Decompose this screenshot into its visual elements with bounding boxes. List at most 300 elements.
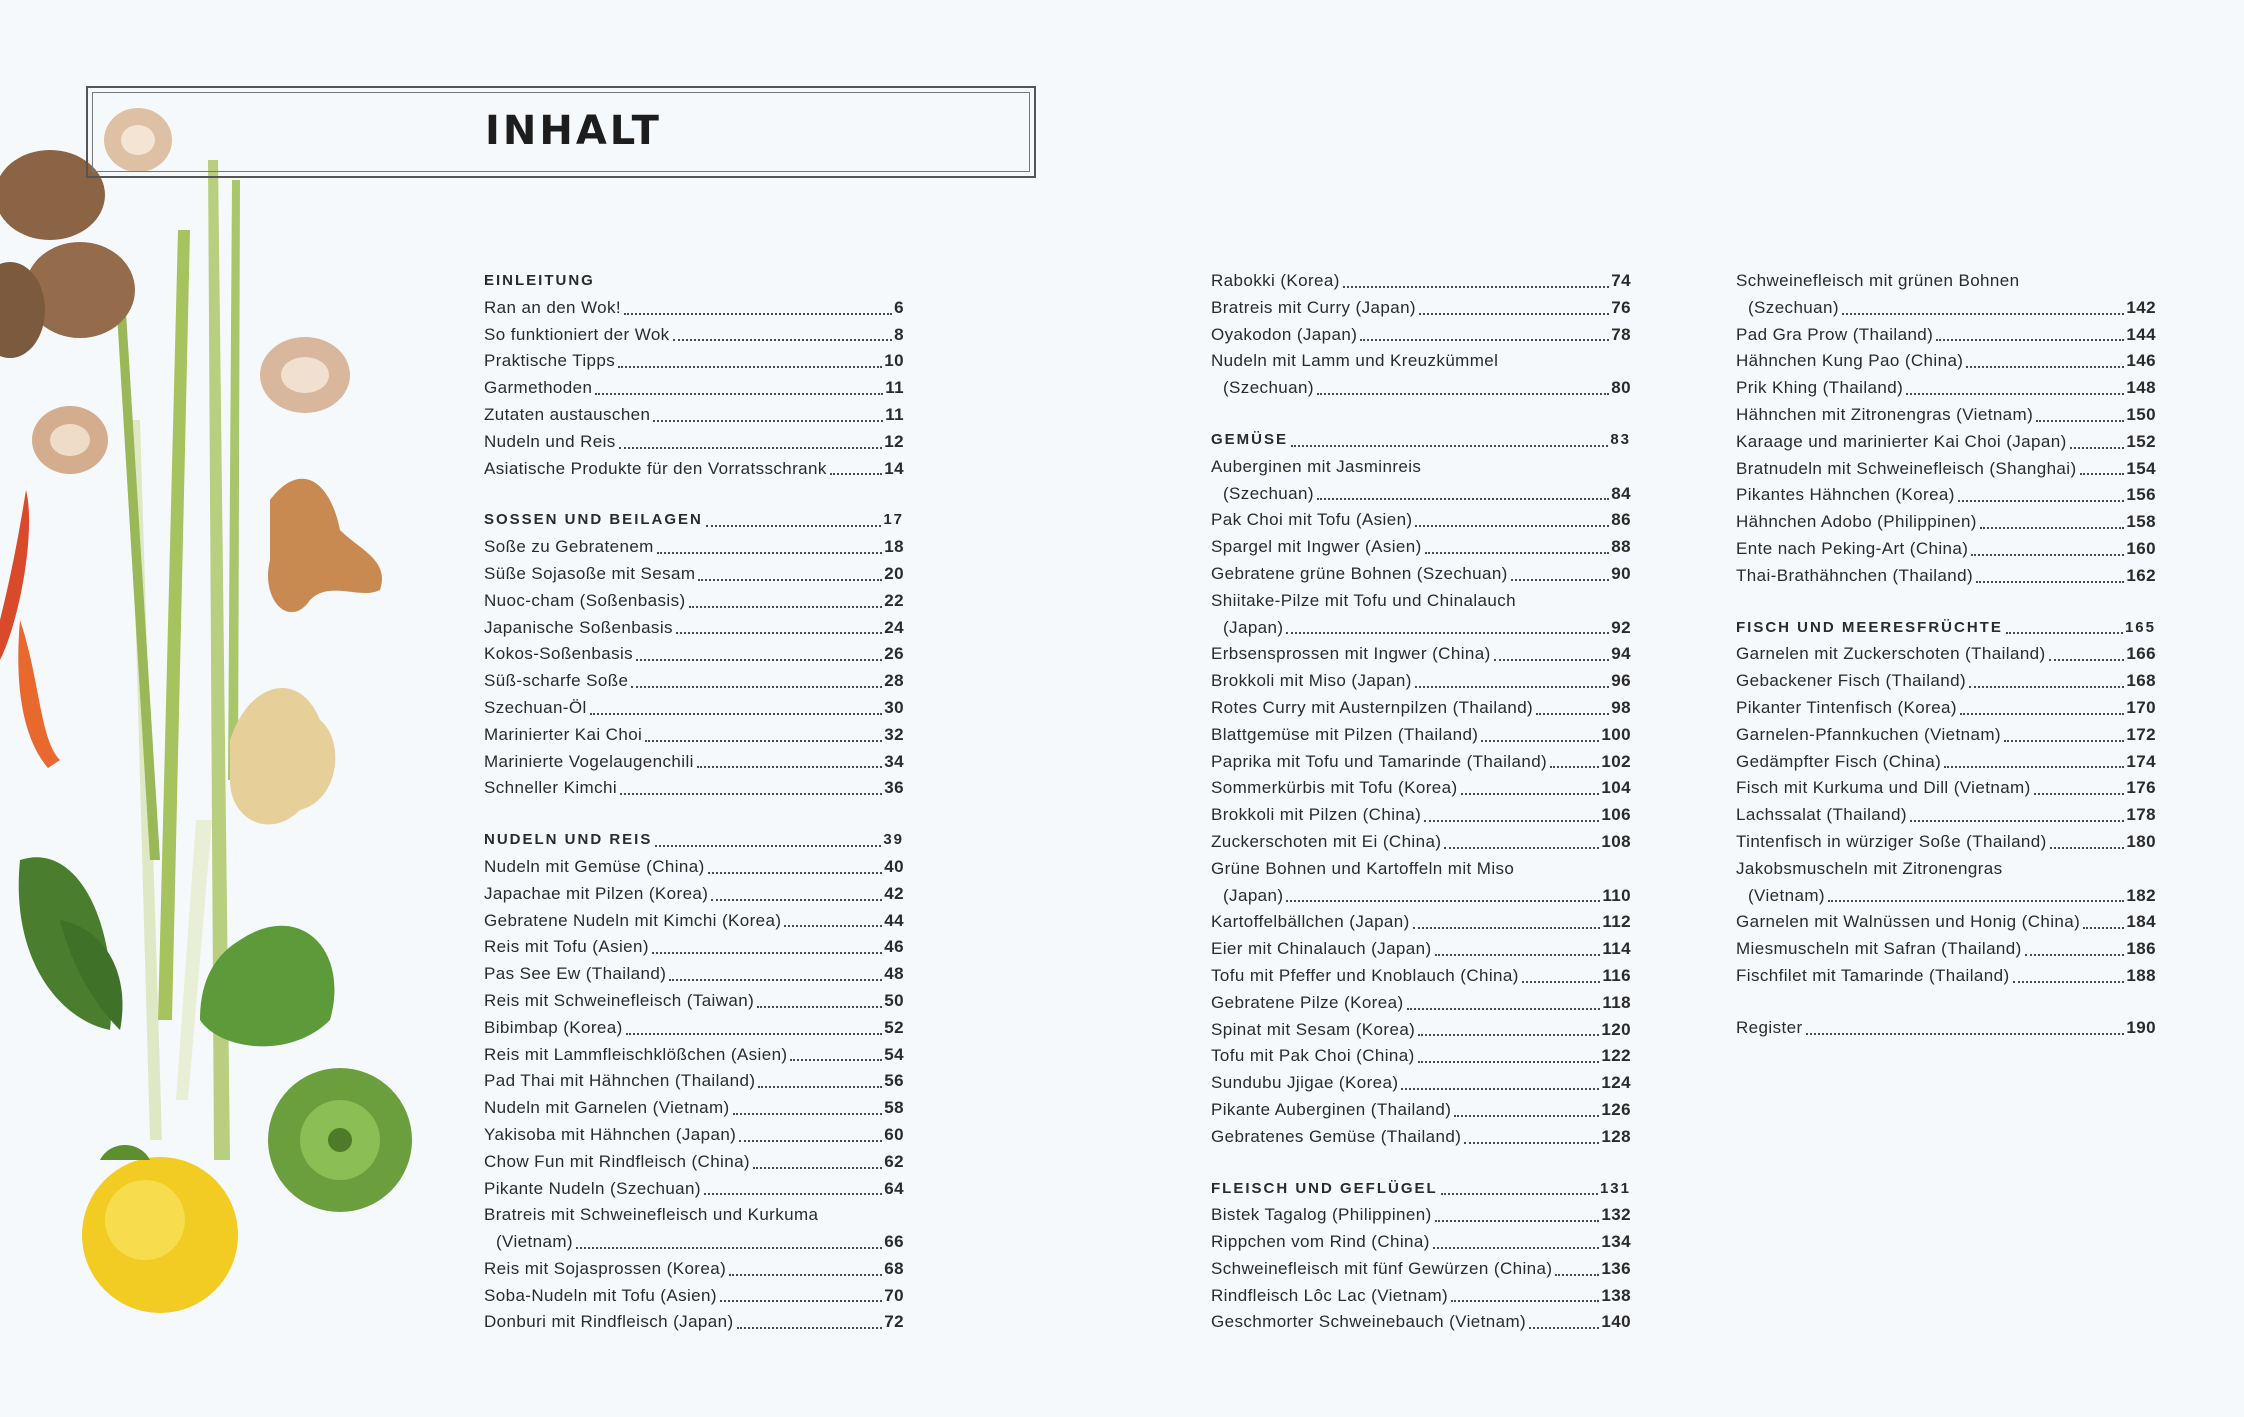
toc-section bbox=[1211, 268, 1631, 402]
toc-entry-line bbox=[1736, 668, 2156, 695]
toc-entry-line bbox=[1736, 509, 2156, 536]
toc-section bbox=[1211, 427, 1631, 1151]
toc-entry[interactable] bbox=[1736, 668, 2156, 695]
toc-entry-line bbox=[484, 322, 904, 349]
dot-leader bbox=[626, 1033, 883, 1035]
toc-entry[interactable] bbox=[1211, 1124, 1631, 1151]
toc-entry[interactable] bbox=[1736, 829, 2156, 856]
toc-entry[interactable] bbox=[1211, 1256, 1631, 1283]
toc-entry-line bbox=[484, 1042, 904, 1069]
toc-entry-page: 68 bbox=[884, 1258, 904, 1278]
toc-entry-line bbox=[484, 1068, 904, 1095]
toc-entry-line bbox=[1211, 295, 1631, 322]
toc-entry-title-cont: (Japan) bbox=[1223, 885, 1284, 905]
toc-entry-title: Rindfleisch Lôc Lac (Vietnam) bbox=[1211, 1285, 1449, 1305]
toc-entry[interactable] bbox=[1211, 909, 1631, 936]
toc-entry-line bbox=[484, 348, 904, 375]
toc-entry-page: 148 bbox=[2126, 378, 2156, 398]
toc-entry[interactable] bbox=[484, 348, 904, 375]
toc-entry-page: 108 bbox=[1601, 831, 1631, 851]
toc-entry[interactable] bbox=[484, 402, 904, 429]
dot-leader bbox=[1555, 1274, 1599, 1276]
toc-entry[interactable] bbox=[484, 615, 904, 642]
toc-entry[interactable] bbox=[1211, 295, 1631, 322]
toc-entry-title: Ran an den Wok! bbox=[484, 297, 622, 317]
toc-entry[interactable] bbox=[1211, 507, 1631, 534]
toc-entry[interactable] bbox=[484, 456, 904, 483]
toc-entry-line bbox=[1736, 963, 2156, 990]
toc-entry-title: Marinierte Vogelaugenchili bbox=[484, 751, 694, 771]
toc-entry[interactable] bbox=[1211, 561, 1631, 588]
toc-entry-line bbox=[1211, 481, 1631, 508]
page-title: INHALT bbox=[485, 108, 662, 154]
dot-leader bbox=[618, 366, 882, 368]
toc-entry-page: 12 bbox=[884, 431, 904, 451]
toc-entry-page: 10 bbox=[884, 351, 904, 371]
toc-entry-line bbox=[1211, 856, 1631, 883]
dot-leader bbox=[636, 659, 882, 661]
toc-entry[interactable] bbox=[1211, 454, 1631, 508]
toc-entry-line bbox=[1736, 722, 2156, 749]
toc-entry[interactable] bbox=[484, 322, 904, 349]
toc-entry-page: 26 bbox=[884, 644, 904, 664]
toc-entry[interactable] bbox=[1211, 775, 1631, 802]
toc-entry-title: Pas See Ew (Thailand) bbox=[484, 964, 667, 984]
toc-entry[interactable] bbox=[484, 934, 904, 961]
toc-entry-title: Yakisoba mit Hähnchen (Japan) bbox=[484, 1124, 737, 1144]
dot-leader bbox=[2025, 954, 2125, 956]
toc-entry-page: 178 bbox=[2126, 805, 2156, 825]
toc-entry[interactable] bbox=[1736, 856, 2156, 910]
toc-entry-line bbox=[484, 908, 904, 935]
toc-entry-title: Garnelen-Pfannkuchen (Vietnam) bbox=[1736, 724, 2001, 744]
toc-entry-title: Bratreis mit Schweinefleisch und Kurkuma bbox=[484, 1205, 819, 1225]
section-heading bbox=[484, 507, 904, 534]
toc-entry[interactable] bbox=[484, 429, 904, 456]
toc-entry[interactable] bbox=[484, 881, 904, 908]
toc-entry-page: 166 bbox=[2126, 644, 2156, 664]
dot-leader bbox=[1407, 1008, 1601, 1010]
toc-entry-title: Rabokki (Korea) bbox=[1211, 271, 1340, 290]
toc-entry[interactable] bbox=[1736, 268, 2156, 322]
dot-leader bbox=[1343, 286, 1609, 288]
toc-entry-title: Brokkoli mit Miso (Japan) bbox=[1211, 671, 1412, 691]
toc-entry-page: 28 bbox=[884, 671, 904, 691]
toc-entry-title: Pad Thai mit Hähnchen (Thailand) bbox=[484, 1071, 756, 1091]
toc-entry[interactable] bbox=[484, 295, 904, 322]
toc-entry[interactable] bbox=[1211, 1283, 1631, 1310]
dot-leader bbox=[706, 525, 881, 527]
toc-entry-line bbox=[484, 668, 904, 695]
toc-entry[interactable] bbox=[1211, 1202, 1631, 1229]
dot-leader bbox=[652, 952, 882, 954]
toc-entry-page: 74 bbox=[1611, 271, 1631, 290]
toc-entry[interactable] bbox=[484, 588, 904, 615]
toc-entry[interactable] bbox=[484, 641, 904, 668]
toc-entry[interactable] bbox=[1736, 509, 2156, 536]
dot-leader bbox=[657, 552, 883, 554]
toc-entry[interactable] bbox=[1736, 749, 2156, 776]
toc-entry-line bbox=[484, 1122, 904, 1149]
toc-entry-title: Süße Sojasoße mit Sesam bbox=[484, 563, 696, 583]
toc-entry-title: Rippchen vom Rind (China) bbox=[1211, 1232, 1430, 1252]
toc-entry-line bbox=[1211, 722, 1631, 749]
toc-entry[interactable] bbox=[1211, 641, 1631, 668]
toc-entry-title: Grüne Bohnen und Kartoffeln mit Miso bbox=[1211, 858, 1515, 878]
toc-entry-title-cont: (Szechuan) bbox=[1223, 378, 1314, 398]
toc-entry-line bbox=[1736, 909, 2156, 936]
toc-entry-page: 126 bbox=[1601, 1099, 1631, 1119]
toc-entry-title: Nudeln mit Garnelen (Vietnam) bbox=[484, 1098, 730, 1118]
toc-entry-page: 122 bbox=[1601, 1046, 1631, 1066]
toc-entry-line bbox=[484, 375, 904, 402]
dot-leader bbox=[1828, 900, 2124, 902]
dot-leader bbox=[790, 1059, 882, 1061]
toc-entry-line bbox=[1736, 402, 2156, 429]
toc-entry-line bbox=[1736, 563, 2156, 590]
toc-entry[interactable] bbox=[484, 1176, 904, 1203]
toc-entry-page: 104 bbox=[1601, 778, 1631, 798]
toc-entry-line bbox=[484, 1202, 904, 1229]
toc-entry[interactable] bbox=[484, 775, 904, 802]
toc-entry-line bbox=[1736, 536, 2156, 563]
toc-entry[interactable] bbox=[484, 1068, 904, 1095]
toc-entry-title-cont: (Vietnam) bbox=[1748, 885, 1825, 905]
toc-entry-page: 96 bbox=[1611, 671, 1631, 691]
toc-entry-line bbox=[484, 534, 904, 561]
toc-entry-title: Pikante Nudeln (Szechuan) bbox=[484, 1178, 701, 1198]
toc-entry[interactable] bbox=[1736, 695, 2156, 722]
dot-leader bbox=[1317, 393, 1609, 395]
toc-entry-line bbox=[1211, 802, 1631, 829]
toc-entry[interactable] bbox=[1211, 322, 1631, 349]
toc-entry-page: 158 bbox=[2126, 512, 2156, 532]
toc-entry-page: 62 bbox=[884, 1151, 904, 1171]
toc-entry-title: Rotes Curry mit Austernpilzen (Thailand) bbox=[1211, 697, 1534, 717]
dot-leader bbox=[753, 1167, 882, 1169]
toc-entry-page: 106 bbox=[1601, 805, 1631, 825]
toc-entry-line bbox=[484, 295, 904, 322]
toc-entry[interactable] bbox=[1736, 348, 2156, 375]
toc-entry-title: Hähnchen mit Zitronengras (Vietnam) bbox=[1736, 404, 2034, 424]
toc-section bbox=[1736, 615, 2156, 990]
toc-entry-page: 88 bbox=[1611, 537, 1631, 557]
toc-entry[interactable] bbox=[484, 695, 904, 722]
toc-entry-line bbox=[1211, 561, 1631, 588]
toc-entry-line bbox=[484, 1229, 904, 1256]
toc-entry-title: Tintenfisch in würziger Soße (Thailand) bbox=[1736, 831, 2047, 851]
dot-leader bbox=[1494, 659, 1610, 661]
toc-entry-page: 174 bbox=[2126, 751, 2156, 771]
toc-entry-page: 24 bbox=[884, 617, 904, 637]
toc-entry-line bbox=[1211, 1309, 1631, 1336]
toc-entry-page: 110 bbox=[1602, 885, 1631, 905]
toc-entry[interactable] bbox=[1211, 348, 1631, 402]
toc-entry-line bbox=[1736, 268, 2156, 295]
dot-leader bbox=[711, 899, 882, 901]
toc-entry[interactable] bbox=[1736, 482, 2156, 509]
toc-entry-title: Soba-Nudeln mit Tofu (Asien) bbox=[484, 1285, 717, 1305]
toc-entry[interactable] bbox=[1736, 375, 2156, 402]
toc-entry-line bbox=[484, 881, 904, 908]
toc-entry-page: 182 bbox=[2126, 885, 2156, 905]
toc-entry-page: 118 bbox=[1602, 992, 1631, 1012]
toc-entry[interactable] bbox=[484, 961, 904, 988]
dot-leader bbox=[1511, 579, 1610, 581]
toc-entry-title: Gebackener Fisch (Thailand) bbox=[1736, 671, 1967, 691]
toc-entry-line bbox=[1211, 936, 1631, 963]
toc-section bbox=[484, 507, 904, 802]
section-heading bbox=[484, 268, 904, 295]
toc-entry-line bbox=[1211, 1283, 1631, 1310]
dot-leader bbox=[1413, 927, 1601, 929]
toc-entry-page: 86 bbox=[1611, 510, 1631, 530]
dot-leader bbox=[1906, 393, 2124, 395]
toc-entry-page: 154 bbox=[2126, 458, 2156, 478]
toc-entry[interactable] bbox=[1736, 963, 2156, 990]
toc-entry-page: 184 bbox=[2126, 912, 2156, 932]
dot-leader bbox=[1424, 820, 1599, 822]
toc-entry[interactable] bbox=[484, 1256, 904, 1283]
toc-entry[interactable] bbox=[1736, 641, 2156, 668]
toc-entry[interactable] bbox=[484, 854, 904, 881]
toc-entry-page: 188 bbox=[2126, 965, 2156, 985]
dot-leader bbox=[2004, 740, 2124, 742]
toc-entry[interactable] bbox=[484, 1122, 904, 1149]
toc-entry[interactable] bbox=[1736, 775, 2156, 802]
section-heading-title: NUDELN UND REIS bbox=[484, 831, 653, 849]
toc-entry[interactable] bbox=[1736, 909, 2156, 936]
toc-entry[interactable] bbox=[484, 908, 904, 935]
toc-entry[interactable] bbox=[1211, 1097, 1631, 1124]
toc-entry-title: Bibimbap (Korea) bbox=[484, 1017, 623, 1037]
toc-entry-line bbox=[1211, 909, 1631, 936]
toc-entry-title: Pikanter Tintenfisch (Korea) bbox=[1736, 697, 1957, 717]
toc-entry-page: 66 bbox=[884, 1232, 904, 1252]
toc-entry[interactable] bbox=[1736, 802, 2156, 829]
toc-entry[interactable] bbox=[1211, 749, 1631, 776]
dot-leader bbox=[1291, 445, 1608, 447]
toc-entry-line bbox=[1736, 856, 2156, 883]
toc-entry[interactable] bbox=[484, 375, 904, 402]
toc-entry[interactable] bbox=[1736, 322, 2156, 349]
dot-leader bbox=[729, 1274, 882, 1276]
toc-entry-line bbox=[484, 749, 904, 776]
toc-entry-page: 128 bbox=[1601, 1126, 1631, 1146]
dot-leader bbox=[689, 606, 883, 608]
toc-entry-title: Gebratene Nudeln mit Kimchi (Korea) bbox=[484, 910, 782, 930]
toc-entry-title: Hähnchen Kung Pao (China) bbox=[1736, 351, 1964, 371]
toc-entry[interactable] bbox=[1736, 402, 2156, 429]
toc-entry-title: Süß-scharfe Soße bbox=[484, 671, 629, 691]
toc-entry-title: Garmethoden bbox=[484, 378, 593, 398]
toc-entry-page: 52 bbox=[884, 1017, 904, 1037]
toc-entry-title: Auberginen mit Jasminreis bbox=[1211, 456, 1422, 476]
dot-leader bbox=[1976, 581, 2124, 583]
dot-leader bbox=[739, 1140, 882, 1142]
section-heading-page: 165 bbox=[2124, 618, 2156, 636]
toc-entry[interactable] bbox=[484, 988, 904, 1015]
toc-entry[interactable] bbox=[1211, 802, 1631, 829]
toc-entry-line bbox=[1211, 322, 1631, 349]
toc-entry[interactable] bbox=[1211, 1070, 1631, 1097]
toc-entry-line bbox=[1736, 641, 2156, 668]
toc-entry-title: Prik Khing (Thailand) bbox=[1736, 378, 1904, 398]
yellow-squash-icon bbox=[82, 1145, 238, 1313]
toc-entry-line bbox=[1211, 1229, 1631, 1256]
toc-entry[interactable] bbox=[1211, 856, 1631, 910]
toc-entry-page: 46 bbox=[884, 937, 904, 957]
toc-entry-line bbox=[1211, 1017, 1631, 1044]
toc-entry[interactable] bbox=[484, 722, 904, 749]
toc-entry-line bbox=[484, 1015, 904, 1042]
toc-entry-line bbox=[1211, 963, 1631, 990]
toc-entry-title: Reis mit Sojasprossen (Korea) bbox=[484, 1258, 727, 1278]
toc-entry[interactable] bbox=[1211, 1309, 1631, 1336]
toc-entry-title: Tofu mit Pak Choi (China) bbox=[1211, 1046, 1415, 1066]
toc-entry[interactable] bbox=[484, 1309, 904, 1336]
toc-section bbox=[1736, 268, 2156, 590]
dot-leader bbox=[1433, 1247, 1600, 1249]
dot-leader bbox=[1317, 498, 1609, 500]
toc-entry-title: Tofu mit Pfeffer und Knoblauch (China) bbox=[1211, 965, 1519, 985]
toc-entry[interactable] bbox=[1211, 534, 1631, 561]
dot-leader bbox=[1441, 1193, 1598, 1195]
toc-entry[interactable] bbox=[484, 534, 904, 561]
toc-entry-line bbox=[1211, 348, 1631, 375]
toc-entry-line bbox=[1211, 775, 1631, 802]
toc-entry[interactable] bbox=[1736, 722, 2156, 749]
dot-leader bbox=[1286, 900, 1600, 902]
toc-entry-line bbox=[1211, 268, 1631, 295]
toc-entry-page: 102 bbox=[1601, 751, 1631, 771]
toc-entry-line bbox=[1736, 375, 2156, 402]
toc-entry-page: 190 bbox=[2126, 1017, 2156, 1037]
dot-leader bbox=[1806, 1033, 2125, 1035]
toc-entry[interactable] bbox=[484, 668, 904, 695]
toc-entry-page: 146 bbox=[2126, 351, 2156, 371]
toc-entry[interactable] bbox=[484, 1042, 904, 1069]
toc-entry-title: Bratnudeln mit Schweinefleisch (Shanghai) bbox=[1736, 458, 2077, 478]
toc-entry-line bbox=[1736, 482, 2156, 509]
dot-leader bbox=[673, 339, 893, 341]
toc-entry-title: Spinat mit Sesam (Korea) bbox=[1211, 1019, 1416, 1039]
toc-entry[interactable] bbox=[1736, 936, 2156, 963]
toc-entry-line bbox=[1736, 348, 2156, 375]
toc-entry-page: 40 bbox=[884, 856, 904, 876]
toc-entry-title: Zuckerschoten mit Ei (China) bbox=[1211, 831, 1442, 851]
toc-entry[interactable] bbox=[1211, 990, 1631, 1017]
toc-entry[interactable] bbox=[1211, 1017, 1631, 1044]
toc-entry[interactable] bbox=[1211, 936, 1631, 963]
toc-entry[interactable] bbox=[1211, 963, 1631, 990]
toc-entry-title: Chow Fun mit Rindfleisch (China) bbox=[484, 1151, 750, 1171]
toc-entry[interactable] bbox=[1211, 588, 1631, 642]
toc-entry-line bbox=[484, 775, 904, 802]
toc-entry[interactable] bbox=[1211, 1229, 1631, 1256]
dot-leader bbox=[1842, 313, 2124, 315]
toc-entry-title: Geschmorter Schweinebauch (Vietnam) bbox=[1211, 1312, 1527, 1332]
toc-entry[interactable] bbox=[1736, 429, 2156, 456]
dot-leader bbox=[1454, 1115, 1599, 1117]
toc-entry-page: 94 bbox=[1611, 644, 1631, 664]
toc-entry-page: 14 bbox=[884, 458, 904, 478]
toc-column-3 bbox=[1736, 268, 2156, 1067]
chili-icon bbox=[0, 490, 60, 768]
toc-entry[interactable] bbox=[1211, 829, 1631, 856]
toc-entry-line bbox=[1211, 454, 1631, 481]
dot-leader bbox=[1435, 954, 1601, 956]
toc-entry-page: 114 bbox=[1602, 939, 1631, 959]
dot-leader bbox=[2034, 793, 2125, 795]
dot-leader bbox=[1944, 766, 2124, 768]
toc-entry[interactable] bbox=[1211, 668, 1631, 695]
section-heading-page: 17 bbox=[883, 511, 904, 529]
dot-leader bbox=[1980, 527, 2125, 529]
toc-entry[interactable] bbox=[1211, 268, 1631, 295]
toc-section bbox=[484, 268, 904, 482]
toc-entry-line bbox=[484, 934, 904, 961]
dot-leader bbox=[590, 713, 883, 715]
toc-entry-title: Oyakodon (Japan) bbox=[1211, 324, 1358, 344]
toc-entry-page: 20 bbox=[884, 563, 904, 583]
toc-entry[interactable] bbox=[1736, 536, 2156, 563]
toc-entry[interactable] bbox=[1736, 1015, 2156, 1042]
toc-entry[interactable] bbox=[1211, 1043, 1631, 1070]
toc-entry[interactable] bbox=[1736, 456, 2156, 483]
toc-entry-line bbox=[484, 854, 904, 881]
dot-leader bbox=[697, 766, 882, 768]
toc-entry[interactable] bbox=[484, 749, 904, 776]
toc-entry[interactable] bbox=[484, 1149, 904, 1176]
toc-entry[interactable] bbox=[1211, 722, 1631, 749]
toc-entry-page: 172 bbox=[2126, 724, 2156, 744]
toc-entry[interactable] bbox=[484, 1015, 904, 1042]
toc-entry-page: 84 bbox=[1611, 483, 1631, 503]
toc-entry-line bbox=[484, 641, 904, 668]
dot-leader bbox=[676, 632, 882, 634]
dot-leader bbox=[758, 1086, 882, 1088]
toc-entry-title: Schweinefleisch mit fünf Gewürzen (China) bbox=[1211, 1258, 1553, 1278]
dot-leader bbox=[1415, 686, 1609, 688]
toc-entry-line bbox=[484, 1283, 904, 1310]
section-heading bbox=[484, 827, 904, 854]
squash-icon bbox=[268, 1068, 412, 1212]
toc-entry-page: 58 bbox=[884, 1098, 904, 1118]
toc-entry-title: Miesmuscheln mit Safran (Thailand) bbox=[1736, 939, 2022, 959]
section-heading-title: FLEISCH UND GEFLÜGEL bbox=[1211, 1179, 1438, 1197]
toc-column-1 bbox=[484, 268, 904, 1361]
toc-entry[interactable] bbox=[484, 1095, 904, 1122]
toc-entry-page: 72 bbox=[884, 1312, 904, 1332]
dot-leader bbox=[1444, 847, 1599, 849]
section-heading bbox=[1211, 1176, 1631, 1203]
toc-entry[interactable] bbox=[1736, 563, 2156, 590]
dot-leader bbox=[704, 1193, 882, 1195]
toc-entry-line bbox=[1736, 1015, 2156, 1042]
toc-entry[interactable] bbox=[1211, 695, 1631, 722]
toc-entry-page: 144 bbox=[2126, 324, 2156, 344]
toc-entry-title: So funktioniert der Wok bbox=[484, 324, 670, 344]
dot-leader bbox=[2006, 632, 2123, 634]
toc-entry[interactable] bbox=[484, 1283, 904, 1310]
toc-entry[interactable] bbox=[484, 561, 904, 588]
toc-entry-title: Praktische Tipps bbox=[484, 351, 616, 371]
toc-entry-page: 176 bbox=[2126, 778, 2156, 798]
leaf-icon bbox=[19, 857, 335, 1046]
toc-entry[interactable] bbox=[484, 1202, 904, 1256]
section-heading bbox=[1211, 427, 1631, 454]
